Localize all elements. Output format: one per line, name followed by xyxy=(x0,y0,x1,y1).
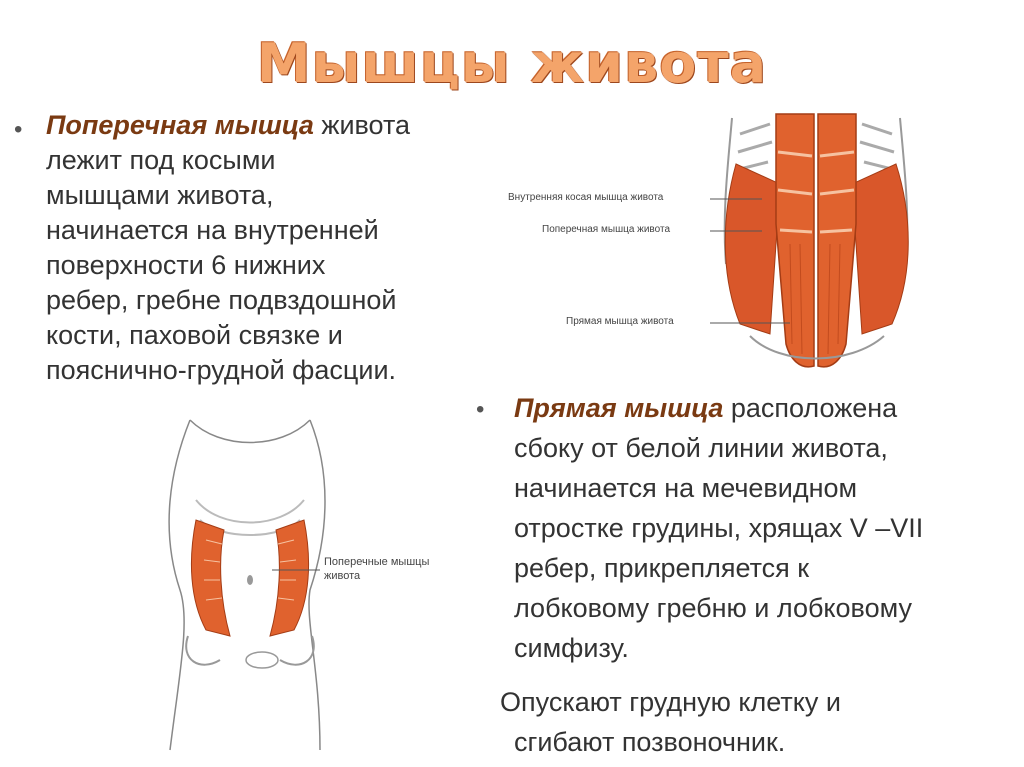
term-rectus: Прямая мышца xyxy=(514,393,724,423)
text-line: лобковому гребню и лобковому xyxy=(514,593,912,623)
term-transverse: Поперечная мышца xyxy=(46,110,314,140)
text-line: мышцами живота, xyxy=(46,180,274,210)
abdomen-illustration xyxy=(500,104,920,379)
label-transverse-line1: Поперечные мышцы xyxy=(324,556,430,568)
text-block-transverse xyxy=(46,108,486,388)
bullet-marker: • xyxy=(14,116,23,143)
text-line: начинается на мечевидном xyxy=(514,473,858,503)
torso-illustration xyxy=(160,410,480,760)
figure-transverse-muscles xyxy=(160,410,480,760)
text-line: симфизу. xyxy=(514,633,629,663)
slide-title: Мышцы живота xyxy=(256,32,768,95)
label-internal-oblique: Внутренняя косая мышца живота xyxy=(508,192,664,203)
text-line: Опускают грудную клетку и xyxy=(500,687,841,717)
text-line: лежит под косыми xyxy=(46,145,276,175)
text-line: расположена xyxy=(723,393,898,423)
label-rectus: Прямая мышца живота xyxy=(566,316,674,327)
text-line: пояснично-грудной фасции. xyxy=(46,355,397,385)
text-line: живота xyxy=(313,110,411,140)
text-line: поверхности 6 нижних xyxy=(46,250,326,280)
text-line: кости, паховой связке и xyxy=(46,320,343,350)
text-line: отростке грудины, хрящах V –VII xyxy=(514,513,924,543)
bullet-marker: • xyxy=(476,396,485,423)
text-block-function xyxy=(500,682,1000,762)
text-block-rectus xyxy=(514,388,1004,668)
text-line: сбоку от белой линии живота, xyxy=(514,433,888,463)
text-line: начинается на внутренней xyxy=(46,215,379,245)
figure-abdominal-muscles xyxy=(500,104,920,379)
text-line: сгибают позвоночник. xyxy=(514,727,786,757)
text-line: ребер, гребне подвздошной xyxy=(46,285,397,315)
label-transverse: Поперечная мышца живота xyxy=(542,224,671,235)
label-transverse-line2: живота xyxy=(324,570,361,582)
text-line: ребер, прикрепляется к xyxy=(514,553,810,583)
